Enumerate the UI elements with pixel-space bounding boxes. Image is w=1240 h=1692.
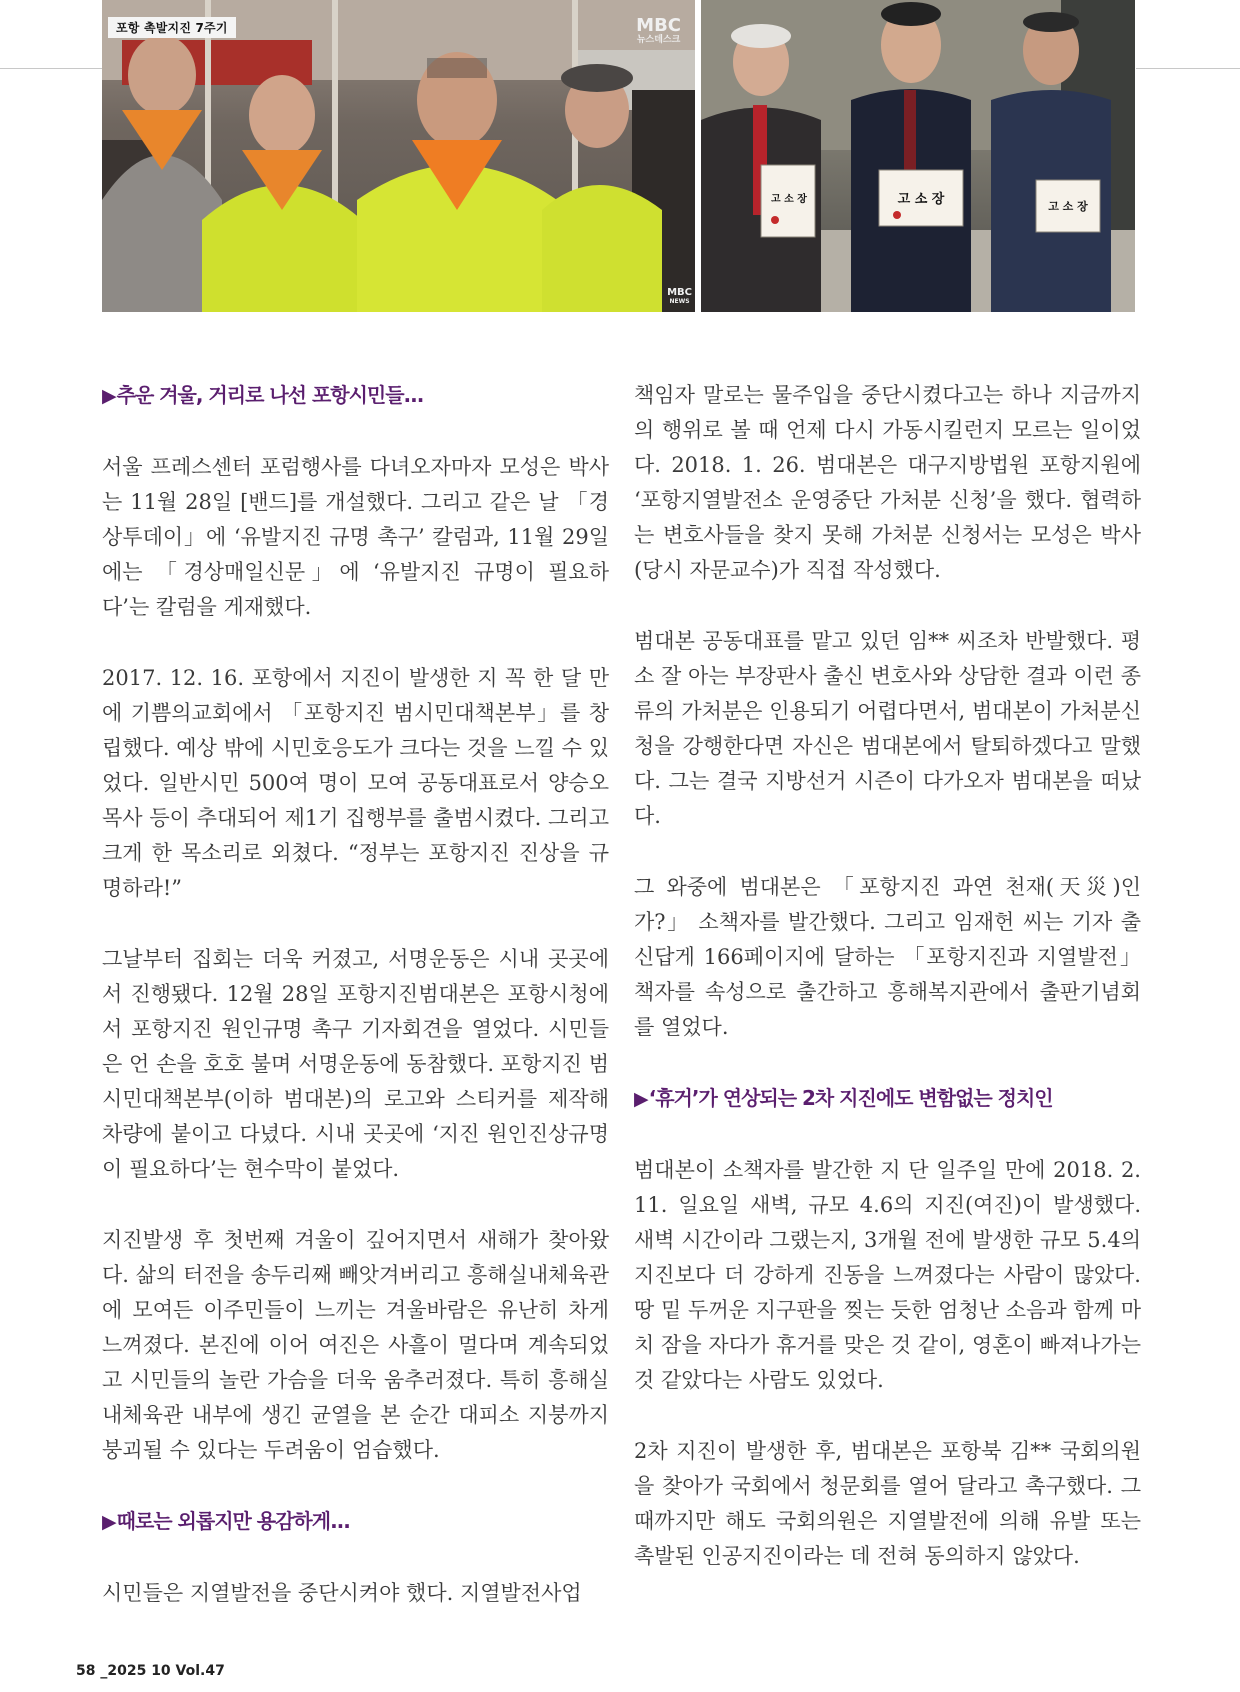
- triangle-bullet-icon: ▶: [634, 1088, 648, 1110]
- paragraph: 책임자 말로는 물주입을 중단시켰다고는 하나 지금까지의 행위로 볼 때 언제 다시 가동시킬런지 모르는 일이었다. 2018. 1. 26. 범대본은 대구지방법원 포항지원에 ‘포항지열발전소 운영중단 가처분 신청’을 했다. 협력하는 변호사들을 찾지 못해 가처분 신청서는 모성은 박사(당시 자문교수)가 직접 작성했다.: [634, 383, 1141, 582]
- top-rule-left: [0, 68, 102, 69]
- complaint-photo: [701, 0, 1135, 312]
- section-heading-rapture: [634, 1081, 1141, 1117]
- paragraph: 그 와중에 범대본은 「포항지진 과연 천재(天災)인가?」 소책자를 발간했다. 그리고 임재헌 씨는 기자 출신답게 166페이지에 달하는 「포항지진과 지열발전」 책자를 속성으로 출간하고 흥해복지관에서 출판기념회를 열었다.: [634, 875, 1141, 1039]
- complaint-photo-illustration: [701, 0, 1135, 312]
- paragraph: 그날부터 집회는 더욱 커졌고, 서명운동은 시내 곳곳에서 진행됐다. 12월 28일 포항지진범대본은 포항시청에서 포항지진 원인규명 촉구 기자회견을 열었다. 시민들은 언 손을 호호 불며 서명운동에 동참했다. 포항지진 범시민대책본부(이하 범대본)의 로고와 스티커를 제작해 차량에 붙이고 다녔다. 시내 곳곳에 ‘지진 원인진상규명이 필요하다’는 현수막이 붙었다.: [102, 947, 609, 1181]
- complaint-sign-2: 고 소 장: [897, 192, 945, 207]
- article-column-right: [634, 378, 1141, 1610]
- photo-caption-badge: 포항 촉발지진 7주기: [108, 17, 236, 38]
- section-heading-text: ‘휴거’가 연상되는 2차 지진에도 변함없는 정치인: [648, 1086, 1053, 1110]
- complaint-sign-1: 고 소 장: [771, 194, 807, 205]
- mbc-newsdesk-logo: [636, 15, 681, 46]
- paragraph: 서울 프레스센터 포럼행사를 다녀오자마자 모성은 박사는 11월 28일 [밴드]를 개설했다. 그리고 같은 날 「경상투데이」에 ‘유발지진 규명 촉구’ 칼럼과, 11월 29일에는 「경상매일신문」에 ‘유발지진 규명이 필요하다’는 칼럼을 게재했다.: [102, 455, 609, 619]
- section-heading-cold-winter: [102, 378, 609, 414]
- paragraph: 지진발생 후 첫번째 겨울이 깊어지면서 새해가 찾아왔다. 삶의 터전을 송두리째 빼앗겨버리고 흥해실내체육관에 모여든 이주민들이 느끼는 겨울바람은 유난히 차게 느껴졌다. 본진에 이어 여진은 사흘이 멀다며 계속되었고 시민들의 놀란 가슴을 더욱 움추러졌다. 특히 흥해실내체육관 내부에 생긴 균열을 본 순간 대피소 지붕까지 붕괴될 수 있다는 두려움이 엄습했다.: [102, 1228, 609, 1462]
- news-small-logo-text: NEWS: [669, 298, 690, 305]
- triangle-bullet-icon: ▶: [102, 385, 116, 407]
- section-heading-lonely-but-brave: [102, 1504, 609, 1540]
- top-rule-right: [1136, 68, 1240, 69]
- section-heading-text: 때로는 외롭지만 용감하게...: [116, 1509, 350, 1533]
- paragraph: 2017. 12. 16. 포항에서 지진이 발생한 지 꼭 한 달 만에 기쁨의교회에서 「포항지진 범시민대책본부」를 창립했다. 예상 밖에 시민호응도가 크다는 것을 느낄 수 있었다. 일반시민 500여 명이 모여 공동대표로서 양승오 목사 등이 추대되어 제1기 집행부를 출범시켰다. 그리고 크게 한 목소리로 외쳤다. “정부는 포항지진 진상을 규명하라!”: [102, 666, 609, 900]
- complaint-sign-3: 고 소 장: [1048, 200, 1088, 213]
- paragraph: 시민들은 지열발전을 중단시켜야 했다. 지열발전사업: [102, 1581, 582, 1605]
- mbc-news-small-logo: [667, 288, 692, 306]
- newsdesk-logo-text: 뉴스데스크: [636, 35, 681, 45]
- article-column-left: [102, 378, 609, 1647]
- mbc-small-logo-text: MBC: [667, 287, 692, 298]
- paragraph: 범대본이 소책자를 발간한 지 단 일주일 만에 2018. 2. 11. 일요일 새벽, 규모 4.6의 지진(여진)이 발생했다. 새벽 시간이라 그랬는지, 3개월 전에 발생한 규모 5.4의 지진보다 더 강하게 진동을 느껴졌다는 사람이 많았다. 땅 밑 두꺼운 지구판을 찢는 듯한 엄청난 소음과 함께 마치 잠을 자다가 휴거를 맞은 것 같이, 영혼이 빠져나가는 것 같았다는 사람도 있었다.: [634, 1158, 1141, 1392]
- mbc-logo-text: MBC: [636, 15, 681, 36]
- paragraph: 2차 지진이 발생한 후, 범대본은 포항북 김** 국회의원을 찾아가 국회에서 청문회를 열어 달라고 촉구했다. 그때까지만 해도 국회의원은 지열발전에 의해 유발 또는 촉발된 인공지진이라는 데 전혀 동의하지 않았다.: [634, 1439, 1141, 1568]
- protest-photo: [102, 0, 695, 312]
- paragraph: 범대본 공동대표를 맡고 있던 임** 씨조차 반발했다. 평소 잘 아는 부장판사 출신 변호사와 상담한 결과 이런 종류의 가처분은 인용되기 어렵다면서, 범대본이 가처분신청을 강행한다면 자신은 범대본에서 탈퇴하겠다고 말했다. 그는 결국 지방선거 시즌이 다가오자 범대본을 떠났다.: [634, 629, 1141, 828]
- protest-photo-illustration: [102, 0, 695, 312]
- triangle-bullet-icon: ▶: [102, 1511, 116, 1533]
- page-footer: 58 _2025 10 Vol.47: [76, 1663, 225, 1679]
- section-heading-text: 추운 겨울, 거리로 나선 포항시민들...: [116, 383, 424, 407]
